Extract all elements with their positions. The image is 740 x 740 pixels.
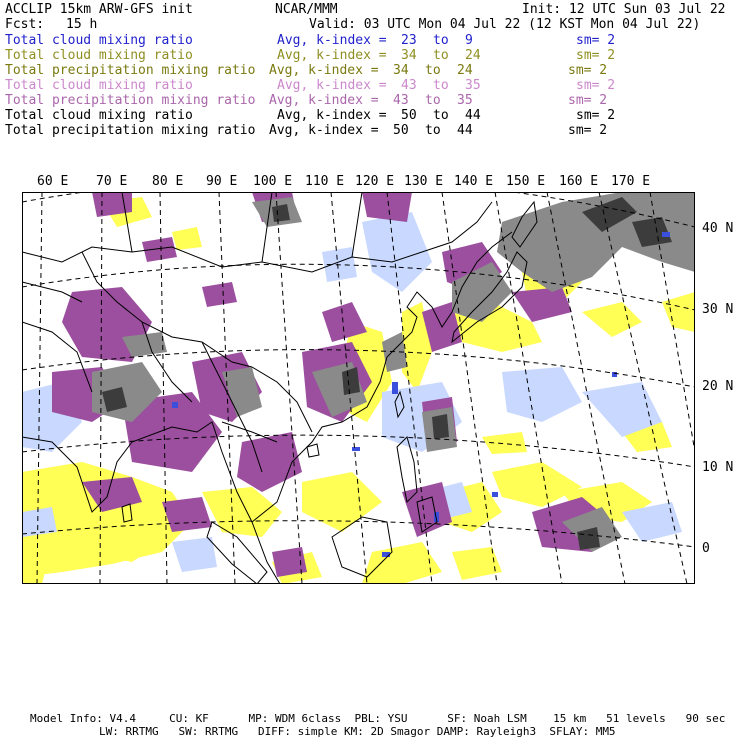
legend-kindex-to-word: to [425,93,441,108]
legend-kindex-from: 34 [401,48,417,63]
legend-kindex-from: 34 [393,63,409,78]
legend-kindex-to-word: to [425,123,441,138]
latitude-label: 30 N [702,302,734,317]
legend-field-name: Total precipitation mixing ratio [5,123,256,138]
model-info-line2: LW: RRTMG SW: RRTMG DIFF: simple KM: 2D Smagor DAMP: Rayleigh3 SFLAY: MM5 [99,725,616,738]
legend-kindex-to-word: to [433,33,449,48]
latitude-label: 40 N [702,221,734,236]
legend-kindex-from: 23 [401,33,417,48]
latitude-label: 10 N [702,460,734,475]
longitude-label: 130 E [404,174,444,189]
forecast-label: Fcst: [5,17,45,32]
model-info-line1: Model Info: V4.4 CU: KF MP: WDM 6class PBL: YSU SF: Noah LSM 15 km 51 levels 90 sec [30,712,726,725]
legend-row [5,93,735,108]
longitude-label: 100 E [253,174,293,189]
longitude-label: 160 E [559,174,599,189]
longitude-label: 170 E [611,174,651,189]
longitude-label: 60 E [37,174,69,189]
legend-row [5,78,735,93]
legend-kindex-to: 44 [465,108,481,123]
legend-kindex-to: 24 [457,63,473,78]
legend-smoothing: sm= 2 [568,123,608,138]
legend-avg-label: Avg, k-index = [277,78,387,93]
legend-kindex-from: 43 [401,78,417,93]
init-time: Init: 12 UTC Sun 03 Jul 22 [522,2,726,17]
legend-kindex-to: 35 [457,93,473,108]
legend-kindex-from: 50 [393,123,409,138]
legend-row [5,48,735,63]
legend-kindex-to: 35 [465,78,481,93]
legend-avg-label: Avg, k-index = [269,93,379,108]
legend-smoothing: sm= 2 [576,48,616,63]
legend-kindex-to: 9 [465,33,473,48]
longitude-label: 120 E [355,174,395,189]
legend-field-name: Total cloud mixing ratio [5,78,193,93]
legend-smoothing: sm= 2 [576,108,616,123]
legend-kindex-to-word: to [425,63,441,78]
legend-kindex-to-word: to [433,78,449,93]
legend-smoothing: sm= 2 [568,63,608,78]
legend-avg-label: Avg, k-index = [277,108,387,123]
latitude-label: 0 [702,541,710,556]
legend-smoothing: sm= 2 [576,78,616,93]
legend-field-name: Total cloud mixing ratio [5,33,193,48]
legend-kindex-to: 44 [457,123,473,138]
legend-kindex-to: 24 [465,48,481,63]
longitude-label: 110 E [305,174,345,189]
legend-row [5,33,735,48]
run-title: ACCLIP 15km ARW-GFS init [5,2,193,17]
legend-smoothing: sm= 2 [576,33,616,48]
longitude-label: 70 E [96,174,128,189]
legend-kindex-from: 43 [393,93,409,108]
legend-smoothing: sm= 2 [568,93,608,108]
longitude-label: 90 E [206,174,238,189]
legend-field-name: Total cloud mixing ratio [5,108,193,123]
legend-row [5,63,735,78]
org-label: NCAR/MMM [275,2,338,17]
legend-kindex-to-word: to [433,48,449,63]
longitude-label: 80 E [152,174,184,189]
longitude-label: 150 E [506,174,546,189]
legend-kindex-from: 50 [401,108,417,123]
forecast-hour: 15 h [66,17,98,32]
forecast-map [22,192,695,584]
legend-avg-label: Avg, k-index = [277,33,387,48]
legend-avg-label: Avg, k-index = [269,123,379,138]
valid-time: Valid: 03 UTC Mon 04 Jul 22 (12 KST Mon 04 Jul 22) [309,17,701,32]
longitude-label: 140 E [454,174,494,189]
legend-field-name: Total precipitation mixing ratio [5,63,256,78]
legend-kindex-to-word: to [433,108,449,123]
legend-row [5,108,735,123]
latitude-label: 20 N [702,379,734,394]
legend-field-name: Total precipitation mixing ratio [5,93,256,108]
legend-field-name: Total cloud mixing ratio [5,48,193,63]
legend-avg-label: Avg, k-index = [277,48,387,63]
legend-row [5,123,735,138]
legend-avg-label: Avg, k-index = [269,63,379,78]
